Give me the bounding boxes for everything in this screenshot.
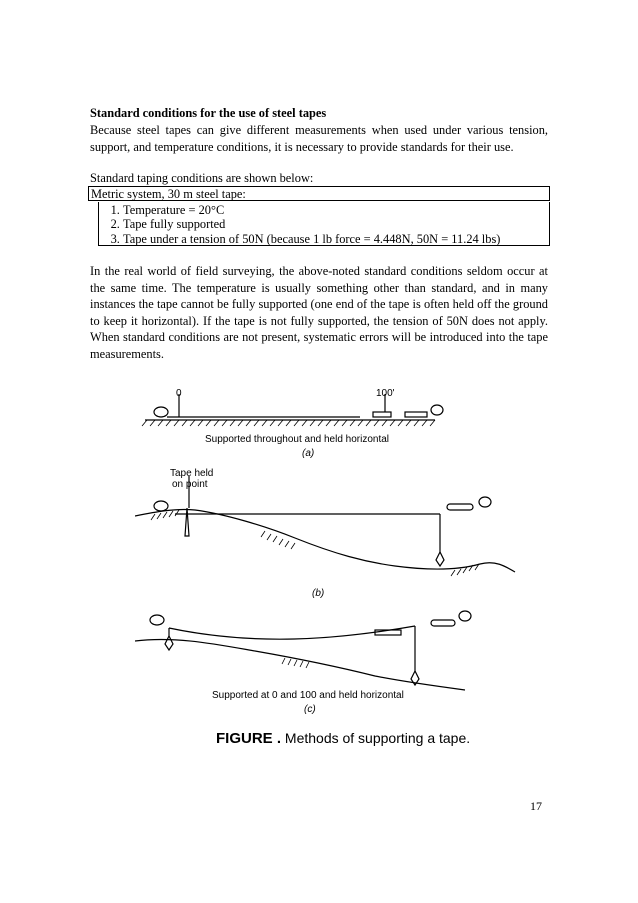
standard-conditions-box (88, 186, 550, 248)
label-hundred: 100' (376, 388, 395, 399)
ground-line-b (135, 509, 515, 572)
intro-paragraph: Because steel tapes can give different measurements when used under various tension, support, and temperature conditions, it is necessary to provide standards for their use. (90, 123, 548, 154)
conditions-list-frame (98, 202, 550, 246)
tag-b: (b) (312, 588, 325, 599)
tension-handle-c (431, 620, 455, 626)
tape-handle-a-right (431, 405, 443, 415)
condition-item: 3. Tape under a tension of 50N (because 1 lb force = 4.448N, 50N = 11.24 lbs) (123, 232, 549, 246)
tape-reel-a (373, 412, 391, 417)
figure-caption-text: Methods of supporting a tape. (281, 730, 471, 746)
field-conditions-paragraph: In the real world of field surveying, the above-noted standard conditions seldom occur at the same time. The temperature is usually something other than standard, and in many instances the tape cannot be fully supported (one end of the tape is often held off the ground to keep it horizontal). If the tape is not fully supported, the tension of 50N does not apply. When standard conditions are not present, systematic errors will be introduced into the tape measurements. (90, 264, 548, 361)
plumb-bob-b (436, 552, 444, 566)
tape-held-label-2: on point (172, 479, 208, 490)
label-zero: 0 (176, 388, 182, 399)
conditions-intro: Standard taping conditions are shown below: (90, 171, 314, 185)
tape-c (169, 626, 415, 639)
tension-handle-a (405, 412, 427, 417)
tag-a: (a) (302, 448, 315, 459)
page-number: 17 (530, 799, 542, 813)
tension-handle-b (447, 504, 473, 510)
figure-caption (216, 730, 470, 747)
box-header: Metric system, 30 m steel tape: (88, 186, 550, 201)
plumb-pin-b (185, 508, 189, 536)
figure-caption-label: FIGURE . (216, 730, 282, 747)
tape-held-label-1: Tape held (170, 468, 214, 479)
condition-item: 1. Temperature = 20°C (123, 203, 549, 217)
caption-c: Supported at 0 and 100 and held horizontal (212, 690, 404, 701)
caption-a: Supported throughout and held horizontal (205, 434, 390, 445)
section-heading: Standard conditions for the use of steel tapes (90, 106, 327, 120)
tag-c: (c) (304, 704, 316, 715)
conditions-list (99, 202, 549, 246)
plumb-bob-c-left (165, 636, 173, 650)
tape-handle-a-left (154, 407, 168, 417)
condition-item: 2. Tape fully supported (123, 217, 549, 231)
